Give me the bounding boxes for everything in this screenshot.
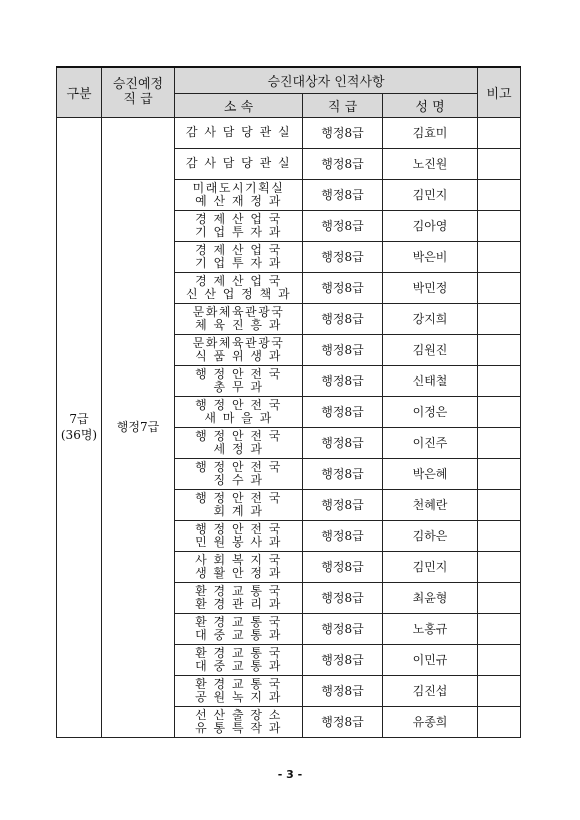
dept-line: 환 경 관 리 과: [195, 596, 282, 611]
grade-cell: 행정8급: [303, 117, 383, 148]
dept-cell: [175, 613, 303, 644]
grade-cell: 행정8급: [303, 458, 383, 489]
dept-cell: [175, 675, 303, 706]
dept-cell: [175, 303, 303, 334]
grade-cell: 행정8급: [303, 706, 383, 737]
dept-line: 신 산 업 정 책 과: [185, 286, 292, 301]
dept-line: 미래도시기획실: [192, 180, 285, 195]
dept-line: 문화체육관광국: [192, 335, 285, 350]
name-cell: 유종희: [383, 706, 478, 737]
dept-cell: [175, 489, 303, 520]
header-candidates-group: 승진대상자 인적사항: [175, 67, 478, 93]
name-cell: 강지희: [383, 303, 478, 334]
dept-cell: [175, 210, 303, 241]
dept-line: 민 원 봉 사 과: [195, 534, 282, 549]
bigo-cell: [478, 117, 521, 148]
table-body: [57, 117, 521, 737]
dept-cell: [175, 179, 303, 210]
grade-cell: 행정8급: [303, 644, 383, 675]
dept-line: 징 수 과: [213, 472, 264, 487]
bigo-cell: [478, 582, 521, 613]
dept-cell: [175, 706, 303, 737]
grade-cell: 행정8급: [303, 365, 383, 396]
bigo-cell: [478, 334, 521, 365]
bigo-cell: [478, 613, 521, 644]
bigo-cell: [478, 241, 521, 272]
dept-line: 기 업 투 자 과: [195, 224, 282, 239]
dept-cell: [175, 458, 303, 489]
dept-line: 감 사 담 당 관 실: [185, 125, 292, 139]
name-cell: 이진주: [383, 427, 478, 458]
dept-cell: [175, 582, 303, 613]
dept-line: 감 사 담 당 관 실: [185, 156, 292, 170]
dept-line: 세 정 과: [213, 441, 264, 456]
bigo-cell: [478, 303, 521, 334]
name-cell: 이정은: [383, 396, 478, 427]
gubun-line1: 7급: [69, 412, 89, 426]
name-cell: 박은혜: [383, 458, 478, 489]
dept-line: 경 제 산 업 국: [195, 211, 282, 226]
dept-line: 기 업 투 자 과: [195, 255, 282, 270]
grade-cell: 행정8급: [303, 334, 383, 365]
bigo-cell: [478, 644, 521, 675]
name-cell: 최윤형: [383, 582, 478, 613]
bigo-cell: [478, 489, 521, 520]
bigo-cell: [478, 396, 521, 427]
name-cell: 김민지: [383, 551, 478, 582]
bigo-cell: [478, 706, 521, 737]
bigo-cell: [478, 675, 521, 706]
grade-cell: 행정8급: [303, 675, 383, 706]
dept-line: 체 육 진 흥 과: [195, 317, 282, 332]
promo-grade-cell: 행정7급: [102, 117, 175, 737]
dept-line: 환 경 교 통 국: [195, 645, 282, 660]
dept-line: 행 정 안 전 국: [195, 459, 282, 474]
grade-cell: 행정8급: [303, 551, 383, 582]
dept-line: 행 정 안 전 국: [195, 397, 282, 412]
grade-cell: 행정8급: [303, 427, 383, 458]
dept-line: 유 통 특 작 과: [195, 720, 282, 735]
grade-cell: 행정8급: [303, 520, 383, 551]
dept-line: 총 무 과: [213, 379, 264, 394]
promotion-candidates-table: [56, 66, 521, 738]
name-cell: 박민정: [383, 272, 478, 303]
name-cell: 노홍규: [383, 613, 478, 644]
bigo-cell: [478, 458, 521, 489]
page-number: - 3 -: [277, 768, 303, 781]
dept-line: 행 정 안 전 국: [195, 366, 282, 381]
dept-line: 생 활 안 정 과: [195, 565, 282, 580]
dept-cell: [175, 427, 303, 458]
name-cell: 김원진: [383, 334, 478, 365]
bigo-cell: [478, 551, 521, 582]
dept-line: 환 경 교 통 국: [195, 676, 282, 691]
dept-line: 대 중 교 통 과: [195, 658, 282, 673]
header-sosok: 소 속: [175, 93, 303, 117]
name-cell: 박은비: [383, 241, 478, 272]
dept-line: 예 산 재 정 과: [195, 193, 282, 208]
bigo-cell: [478, 148, 521, 179]
dept-line: 경 제 산 업 국: [195, 273, 282, 288]
dept-cell: [175, 644, 303, 675]
name-cell: 김하은: [383, 520, 478, 551]
dept-line: 회 계 과: [213, 503, 264, 518]
bigo-cell: [478, 427, 521, 458]
bigo-cell: [478, 210, 521, 241]
grade-cell: 행정8급: [303, 210, 383, 241]
dept-line: 사 회 복 지 국: [195, 552, 282, 567]
grade-cell: 행정8급: [303, 272, 383, 303]
dept-cell: [175, 365, 303, 396]
grade-cell: 행정8급: [303, 489, 383, 520]
dept-cell: [175, 334, 303, 365]
dept-line: 행 정 안 전 국: [195, 490, 282, 505]
bigo-cell: [478, 520, 521, 551]
grade-cell: 행정8급: [303, 303, 383, 334]
name-cell: 이민규: [383, 644, 478, 675]
dept-line: 행 정 안 전 국: [195, 428, 282, 443]
grade-cell: 행정8급: [303, 613, 383, 644]
name-cell: 노진원: [383, 148, 478, 179]
dept-line: 환 경 교 통 국: [195, 614, 282, 629]
dept-line: 대 중 교 통 과: [195, 627, 282, 642]
dept-cell: [175, 272, 303, 303]
dept-line: 새 마 을 과: [204, 410, 273, 425]
name-cell: 신태철: [383, 365, 478, 396]
dept-line: 경 제 산 업 국: [195, 242, 282, 257]
name-cell: 김민지: [383, 179, 478, 210]
name-cell: 김효미: [383, 117, 478, 148]
gubun-line2: (36명): [60, 428, 98, 442]
dept-line: 공 원 녹 지 과: [195, 689, 282, 704]
dept-line: 선 산 출 장 소: [195, 707, 282, 722]
dept-line: 식 품 위 생 과: [195, 348, 282, 363]
name-cell: 김진섭: [383, 675, 478, 706]
header-promo-grade: [102, 67, 175, 117]
gubun-cell: [57, 117, 102, 737]
dept-cell: [175, 241, 303, 272]
bigo-cell: [478, 365, 521, 396]
dept-cell: [175, 520, 303, 551]
grade-cell: 행정8급: [303, 396, 383, 427]
dept-cell: [175, 396, 303, 427]
name-cell: 천혜란: [383, 489, 478, 520]
name-cell: 김아영: [383, 210, 478, 241]
grade-cell: 행정8급: [303, 148, 383, 179]
header-jikgeup: 직 급: [303, 93, 383, 117]
grade-cell: 행정8급: [303, 241, 383, 272]
header-promo-grade-line1: 승진예정: [112, 77, 164, 93]
header-promo-grade-line2: 직 급: [123, 92, 153, 108]
header-name: 성 명: [383, 93, 478, 117]
bigo-cell: [478, 179, 521, 210]
header-gubun: 구분: [57, 67, 102, 117]
dept-line: 환 경 교 통 국: [195, 583, 282, 598]
dept-cell: [175, 551, 303, 582]
dept-cell: [175, 117, 303, 148]
header-bigo: 비고: [478, 67, 521, 117]
dept-line: 문화체육관광국: [192, 304, 285, 319]
dept-cell: [175, 148, 303, 179]
grade-cell: 행정8급: [303, 582, 383, 613]
dept-line: 행 정 안 전 국: [195, 521, 282, 536]
table-row: [57, 117, 521, 148]
grade-cell: 행정8급: [303, 179, 383, 210]
bigo-cell: [478, 272, 521, 303]
